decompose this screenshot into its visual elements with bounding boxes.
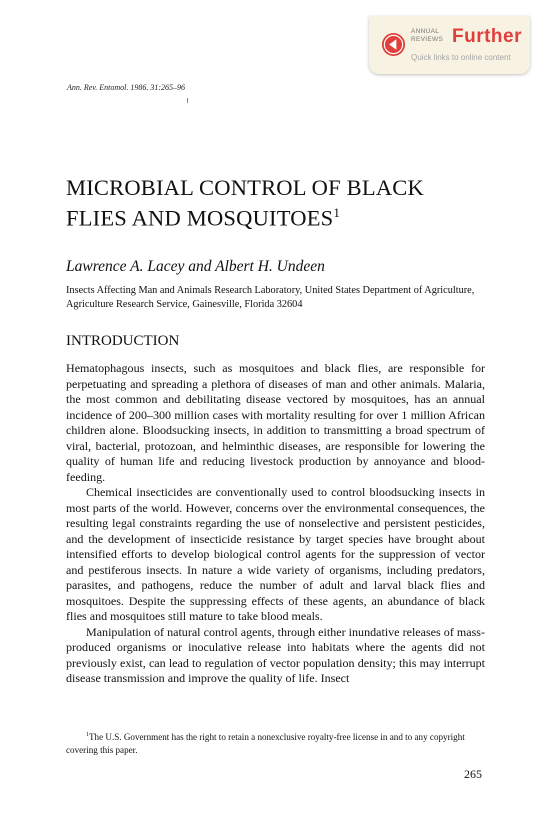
badge-annual-label: ANNUAL — [411, 28, 440, 35]
paragraph: Hematophagous insects, such as mosquitoes and black flies, are responsible for perpetuating and spreading a plethora of diseases of man and other animals. Malaria, the most common and debilitating disease vectored by mosquitoes, has an annual incidence of 200–300 million cases with mortality resulting for over 1 million African children alone. Bloodsucking insects, in addition to transmitting a broad spectrum of viral, bacterial, protozoan, and helminthic diseases, are responsible for lowering the quality of human life and reducing livestock production by annoyance and blood-feeding. — [66, 361, 485, 484]
affiliation: Insects Affecting Man and Animals Research Laboratory, United States Department of Agriculture, Agriculture Research Service, Gainesville, Florida 32604 — [66, 285, 475, 310]
paragraph: Chemical insecticides are conventionally used to control bloodsucking insects in most parts of the world. However, concerns over the environmental consequences, the resulting legal constraints regarding the use of nonselective and persistent pesticides, and the development of insecticide resistance by target species have brought about intensified efforts to develop biological control agents for the suppression of vector and pestiferous insects. In nature a wide variety of organisms, including predators, parasites, and pathogens, reduce the number of adult and larval black flies and mosquitoes. Despite the suppressing effects of these agents, an abundance of black flies and mosquitoes still mature to take blood meals. — [66, 485, 485, 623]
journal-citation: Ann. Rev. Entomol. 1986. 31:265–96 — [67, 83, 186, 92]
paragraph: Manipulation of natural control agents, through either inundative releases of mass-produced organisms or inoculative release into habitats where the agents did not previously exist, can lead to regulation of vector population density; this may interrupt disease transmission and improve the quality of life. Insect — [66, 624, 485, 685]
title-footnote-marker[interactable]: 1 — [333, 205, 341, 220]
page-number: 265 — [464, 767, 482, 781]
footnote — [66, 729, 486, 756]
footnote-text: The U.S. Government has the right to retain a nonexclusive royalty-free license in and to any copyright covering this paper. — [66, 732, 465, 755]
article-title — [66, 175, 506, 231]
authors: Lawrence A. Lacey and Albert H. Undeen — [66, 258, 325, 275]
badge-further-label: Further — [452, 26, 522, 47]
badge-tagline: Quick links to online content — [411, 53, 511, 62]
body-text — [66, 361, 485, 687]
play-arrow-icon[interactable] — [381, 32, 406, 57]
badge-reviews-label: REVIEWS — [411, 36, 444, 43]
annual-reviews-further-badge[interactable] — [369, 16, 530, 74]
title-line-2: FLIES AND MOSQUITOES — [66, 205, 334, 231]
footnote-marker: 1 — [86, 732, 89, 738]
title-line-1: MICROBIAL CONTROL OF BLACK — [66, 175, 424, 200]
stray-mark — [187, 98, 188, 103]
section-heading-introduction: INTRODUCTION — [66, 333, 180, 349]
